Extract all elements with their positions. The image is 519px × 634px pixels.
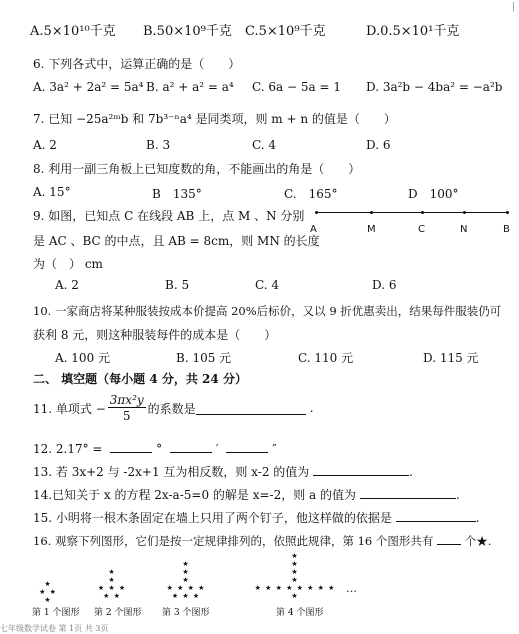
q13-period: .	[409, 465, 413, 479]
q5-option-d: D.0.5×10¹千克	[366, 24, 460, 39]
figure-2-caption: 第 2 个图形	[94, 608, 142, 618]
q14-period: .	[455, 488, 460, 502]
q14-answer-blank[interactable]	[360, 486, 456, 499]
q16-suffix: 个★.	[464, 534, 492, 548]
q10-line1: 10. 一家商店将某种服装按成本价提高 20%后标价，又以 9 折优惠卖出，结果每件服装仍可	[33, 304, 502, 318]
q16-answer-blank[interactable]	[437, 532, 461, 545]
corner-mark: |	[511, 2, 515, 12]
q9-option-c: C. 4	[255, 278, 280, 292]
q6-option-a: A. 3a² + 2a² = 5a⁴	[33, 80, 144, 94]
figure-3-stars: ★ ★ ★ ★ ★ ★ ★ ★ ★ ★	[166, 560, 206, 600]
q12-row	[33, 440, 277, 456]
q12-degree-blank[interactable]	[110, 440, 152, 453]
point-c-label: C	[418, 224, 425, 235]
q7-option-d: D. 6	[366, 138, 391, 152]
q11-prefix: 11. 单项式 −	[33, 401, 106, 416]
point-a-label: A	[310, 224, 317, 235]
q16-prefix: 16. 观察下列图形，它们是按一定规律排列的，依照此规律，第 16 个图形共有	[33, 534, 434, 548]
q8-option-a: A. 15°	[33, 185, 71, 199]
figure-1-stars: ★ ★ ★ ★	[39, 580, 57, 604]
q5-option-b: B.50×10⁹千克	[143, 24, 232, 39]
q12-minute-blank[interactable]	[170, 440, 212, 453]
figure-4-stars: ★ ★ ★ ★ ★ ★ ★ ★ ★ ★ ★ ★ ★	[254, 552, 336, 600]
q7-option-a: A. 2	[33, 138, 57, 152]
q9-option-a: A. 2	[55, 278, 79, 292]
q16-row	[33, 532, 491, 549]
point-m-label: M	[367, 224, 376, 235]
q9-line2: 是 AC 、BC 的中点，且 AB = 8cm，则 MN 的长度	[33, 234, 320, 248]
q13-row	[33, 463, 413, 480]
point-m-dot	[370, 211, 373, 214]
q9-option-b: B. 5	[165, 278, 190, 292]
q15-period: .	[475, 511, 480, 525]
q11-period: .	[309, 401, 314, 415]
q13-stem: 13. 若 3x+2 与 -2x+1 互为相反数，则 x-2 的值为	[33, 465, 310, 479]
q11-suffix: 的系数是	[147, 401, 196, 416]
q6-option-c: C. 6a − 5a = 1	[252, 80, 341, 94]
q9-option-d: D. 6	[372, 278, 397, 292]
q7-option-c: C. 4	[252, 138, 277, 152]
point-n-dot	[463, 211, 466, 214]
q10-option-a: A. 100 元	[55, 351, 111, 365]
q8-option-b: B 135°	[152, 187, 202, 201]
figure-4-caption: 第 4 个图形	[276, 608, 324, 618]
q15-row	[33, 509, 480, 526]
q11-row	[33, 393, 314, 423]
q10-line2: 获利 8 元，则这种服装每件的成本是（ ）	[33, 328, 277, 342]
q11-denominator: 5	[122, 409, 131, 423]
q6-stem: 6. 下列各式中，运算正确的是（ ）	[33, 57, 241, 71]
q11-answer-blank[interactable]	[196, 402, 306, 415]
q9-line1: 9. 如图，已知点 C 在线段 AB 上，点 M 、N 分别	[33, 209, 305, 223]
q5-option-a: A.5×10¹⁰千克	[30, 24, 116, 39]
q12-degree-symbol: °	[156, 442, 163, 456]
q7-stem: 7. 已知 −25a²ᵐb 和 7b³⁻ⁿa⁴ 是同类项，则 m + n 的值是（ ）	[33, 112, 396, 126]
q14-stem: 14.已知关于 x 的方程 2x-a-5=0 的解是 x=-2，则 a 的值为	[33, 488, 356, 502]
q8-stem: 8. 利用一副三角板上已知度数的角，不能画出的角是（ ）	[33, 162, 361, 176]
figure-ellipsis: …	[346, 582, 357, 595]
q13-answer-blank[interactable]	[313, 463, 409, 476]
figure-1-caption: 第 1 个图形	[32, 608, 80, 618]
figure-3-caption: 第 3 个图形	[162, 608, 210, 618]
q10-option-b: B. 105 元	[176, 351, 232, 365]
q7-option-b: B. 3	[146, 138, 171, 152]
figure-2-stars: ★ ★ ★ ★ ★ ★ ★	[97, 568, 127, 600]
q10-option-c: C. 110 元	[298, 351, 354, 365]
q15-stem: 15. 小明将一根木条固定在墙上只用了两个钉子，他这样做的依据是	[33, 511, 392, 525]
q8-option-d: D 100°	[408, 187, 459, 201]
q11-fraction	[108, 393, 146, 423]
point-a-dot	[315, 211, 318, 214]
q8-option-c: C. 165°	[284, 187, 338, 201]
q12-second-blank[interactable]	[226, 440, 268, 453]
q12-second-symbol: ″	[272, 442, 277, 456]
q12-minute-symbol: ′	[215, 442, 219, 456]
point-b-label: B	[503, 224, 510, 235]
point-n-label: N	[460, 224, 468, 235]
q15-answer-blank[interactable]	[396, 509, 476, 522]
q11-numerator: 3πx²y	[109, 393, 144, 407]
page-footer: 七年级数学试卷 第 1页 共 3页	[0, 624, 109, 633]
point-c-dot	[421, 211, 424, 214]
q10-option-d: D. 115 元	[423, 351, 479, 365]
q14-row	[33, 486, 460, 503]
q6-option-b: B. a² + a² = a⁴	[146, 80, 234, 94]
q9-line3: 为（ ） cm	[33, 257, 103, 271]
q5-option-c: C.5×10⁹千克	[245, 24, 326, 39]
section-2-heading: 二、 填空题（每小题 4 分，共 24 分）	[33, 372, 247, 386]
point-b-dot	[506, 211, 509, 214]
q6-option-d: D. 3a²b − 4ba² = −a²b	[366, 80, 503, 94]
q12-prefix: 12. 2.17° =	[33, 442, 103, 456]
line-segment-ab	[310, 212, 510, 235]
